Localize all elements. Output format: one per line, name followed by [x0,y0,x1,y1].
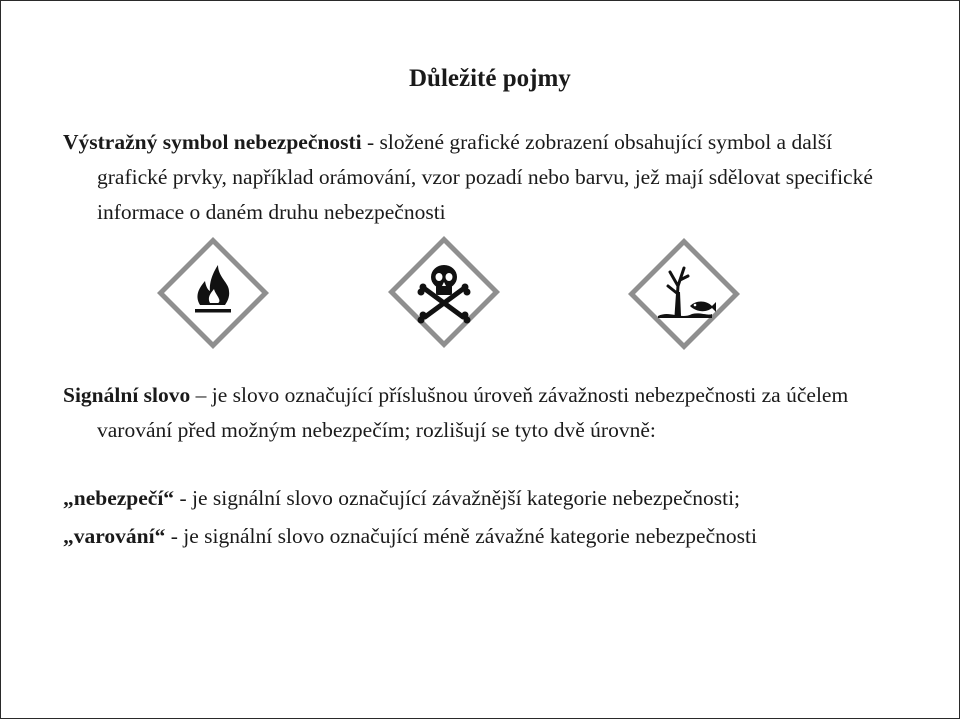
skull-crossbones-pictogram-icon [388,236,500,348]
warning-symbol-separator: - [361,130,380,154]
warning-symbol-term: Výstražný symbol nebezpečnosti [63,130,362,154]
level-danger-separator: - [174,486,192,510]
level-warning-term: „varování“ [63,524,166,548]
level-danger-term: „nebezpečí“ [63,486,175,510]
level-warning-text: je signální slovo označující méně závažné kategorie nebezpečnosti [183,524,757,548]
flame-pictogram-icon [157,237,269,349]
level-warning [63,519,957,554]
environment-pictogram-icon [628,238,740,350]
signal-word-term: Signální slovo [63,383,191,407]
signal-word-separator: – [190,383,212,407]
signal-word-definition [63,378,927,448]
level-danger [63,481,957,516]
level-danger-text: je signální slovo označující závažnější kategorie nebezpečnosti; [191,486,741,510]
warning-symbol-text: složené grafické zobrazení obsahující symbol a další grafické prvky, například orámování, vzor pozadí nebo barvu, jež mají sdělovat specifické informace o daném druhu nebezpečnosti [97,130,873,224]
signal-word-text: je slovo označující příslušnou úroveň závažnosti nebezpečnosti za účelem varování před možným nebezpečím; rozlišují se tyto dvě úrovně: [97,383,849,442]
page-title: Důležité pojmy [409,65,571,92]
level-warning-separator: - [165,524,184,548]
warning-symbol-definition [63,125,897,230]
pictogram-row [1,1,960,720]
